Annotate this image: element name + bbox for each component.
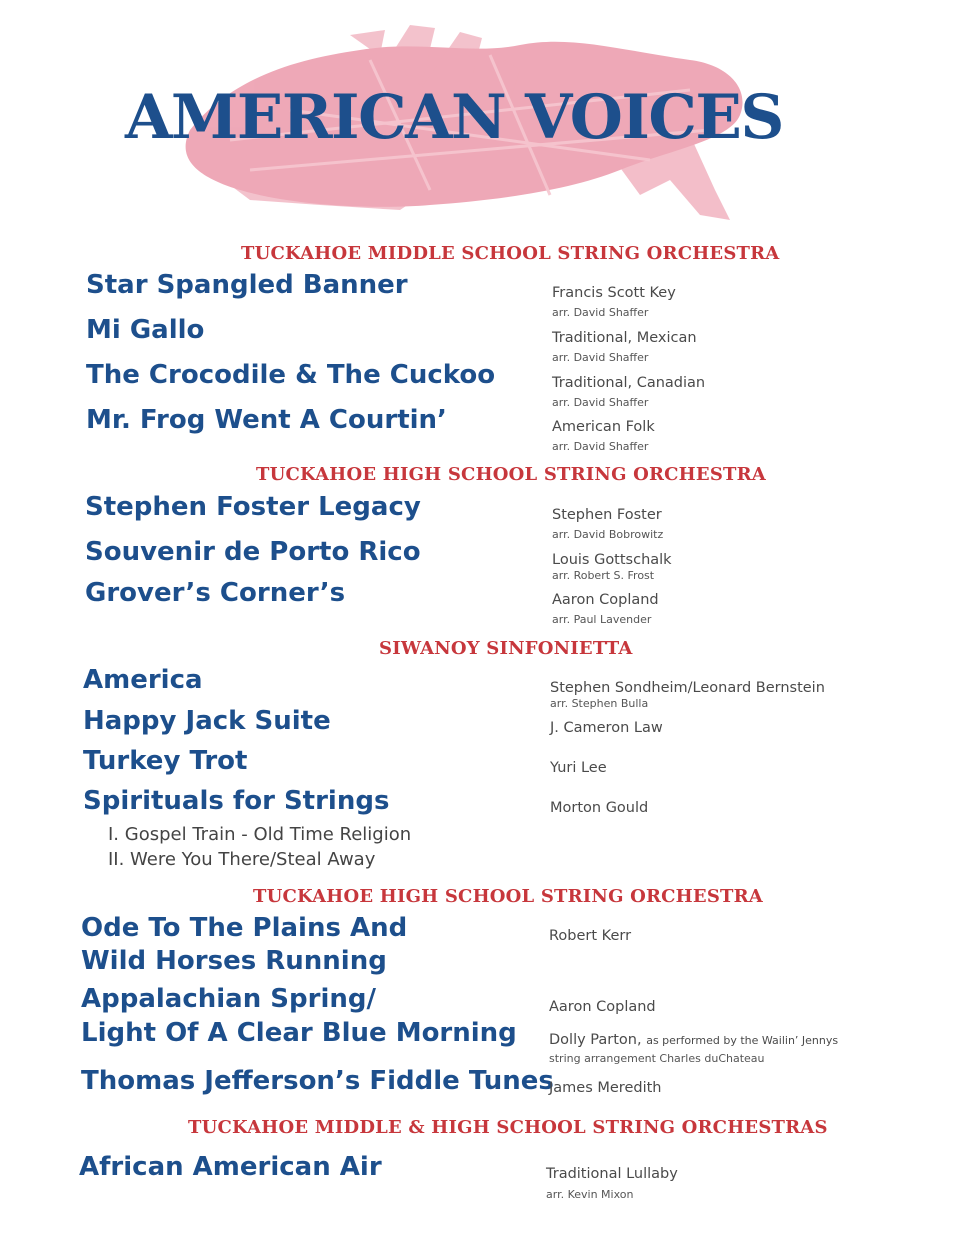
piece-composer-2 [549,1032,838,1048]
piece-composer: American Folk [552,419,655,435]
piece-title: Mr. Frog Went A Courtin’ [86,405,447,435]
piece-title: Spirituals for Strings [83,786,390,816]
piece-title: The Crocodile & The Cuckoo [86,360,496,390]
piece-title: Happy Jack Suite [83,706,331,736]
piece-arranger: arr. David Shaffer [552,306,649,319]
piece-arranger: arr. Paul Lavender [552,613,652,626]
piece-title-line1: Ode To The Plains And [81,913,408,943]
piece-arranger: arr. David Shaffer [552,440,649,453]
piece-title: Souvenir de Porto Rico [85,537,421,567]
piece-title: Stephen Foster Legacy [85,492,421,522]
movement-1: I. Gospel Train - Old Time Religion [108,824,412,845]
section-heading-high-school-2: TUCKAHOE HIGH SCHOOL STRING ORCHESTRA [253,886,763,907]
movement-2: II. Were You There/Steal Away [108,849,376,870]
piece-arranger: string arrangement Charles duChateau [549,1052,765,1065]
piece-title: Turkey Trot [83,746,248,776]
section-heading-middle-school: TUCKAHOE MIDDLE SCHOOL STRING ORCHESTRA [241,243,780,264]
piece-composer: Louis Gottschalk [552,552,672,568]
piece-composer: Traditional Lullaby [546,1166,678,1182]
piece-composer: J. Cameron Law [550,720,663,736]
composer-name: Dolly Parton, [549,1032,642,1048]
piece-composer: Morton Gould [550,800,649,816]
piece-arranger: arr. Robert S. Frost [552,569,655,582]
piece-composer: Francis Scott Key [552,285,676,301]
piece-arranger: arr. Stephen Bulla [550,697,649,710]
piece-title-line1: Appalachian Spring/ [81,984,376,1014]
section-heading-sinfonietta: SIWANOY SINFONIETTA [379,638,633,659]
performance-note: as performed by the Wailin’ Jennys [646,1034,839,1047]
piece-composer: Traditional, Mexican [552,330,697,346]
piece-composer: James Meredith [549,1080,662,1096]
piece-arranger: arr. David Shaffer [552,351,649,364]
piece-composer: Stephen Sondheim/Leonard Bernstein [550,680,825,696]
piece-arranger: arr. Kevin Mixon [546,1188,634,1201]
section-heading-high-school: TUCKAHOE HIGH SCHOOL STRING ORCHESTRA [256,464,766,485]
piece-title: African American Air [79,1152,382,1182]
piece-title: Mi Gallo [86,315,205,345]
piece-arranger: arr. David Bobrowitz [552,528,664,541]
piece-title-line2: Light Of A Clear Blue Morning [81,1018,517,1048]
piece-title: Grover’s Corner’s [85,578,346,608]
piece-composer: Aaron Copland [552,592,659,608]
piece-title: Thomas Jefferson’s Fiddle Tunes [81,1066,554,1096]
section-heading-combined: TUCKAHOE MIDDLE & HIGH SCHOOL STRING ORCHESTRAS [188,1117,828,1138]
piece-arranger: arr. David Shaffer [552,396,649,409]
piece-title-line2: Wild Horses Running [81,946,387,976]
piece-composer: Robert Kerr [549,928,632,944]
piece-composer: Aaron Copland [549,999,656,1015]
program-title: AMERICAN VOICES [125,82,783,153]
piece-composer: Yuri Lee [550,760,607,776]
piece-composer: Stephen Foster [552,507,662,523]
piece-title: America [83,665,203,695]
piece-title: Star Spangled Banner [86,270,408,300]
piece-composer: Traditional, Canadian [552,375,706,391]
